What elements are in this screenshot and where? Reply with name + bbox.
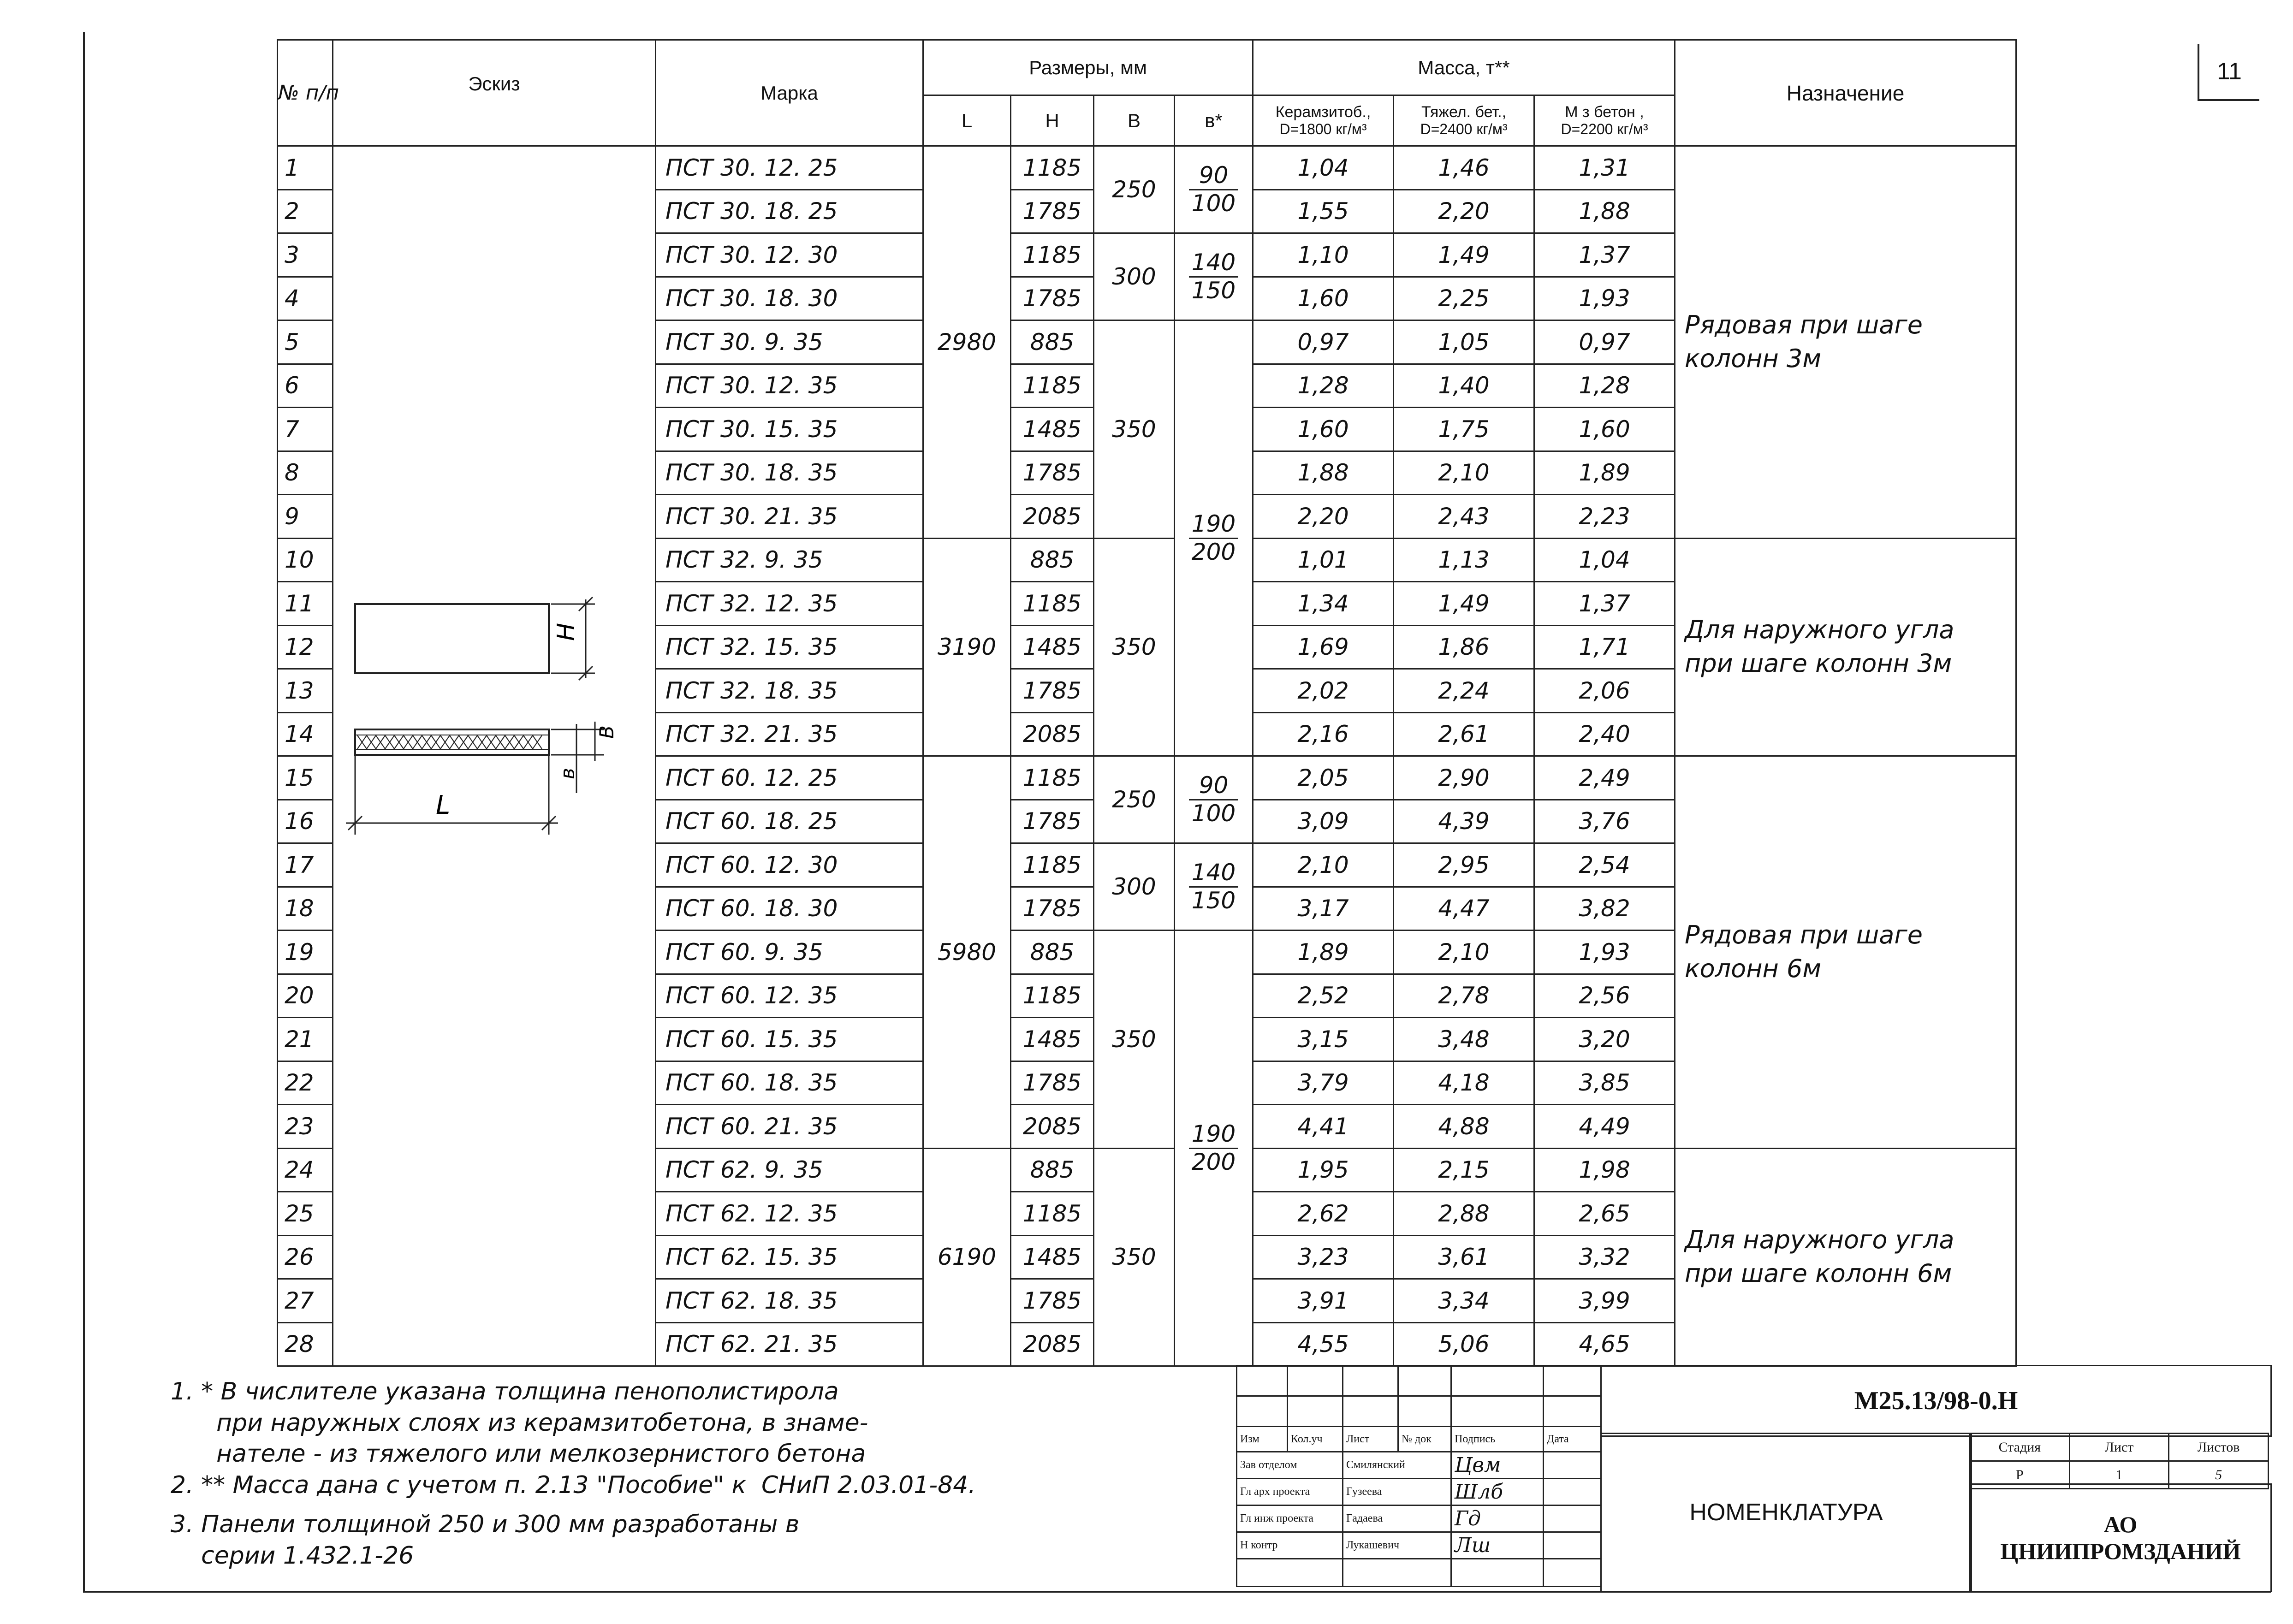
mass-col-name: Керамзитоб.,: [1275, 103, 1371, 121]
height-H: 885: [1011, 931, 1094, 974]
mass-keramzit: 3,17: [1253, 887, 1394, 931]
panel-mark: ПСТ 32. 18. 35: [656, 669, 923, 713]
mass-fine: 3,32: [1534, 1235, 1675, 1279]
height-H: 1485: [1011, 1235, 1094, 1279]
stamp-col-date: Дата: [1544, 1427, 1601, 1452]
thickness-B: 300: [1094, 843, 1175, 931]
stamp-role: Гл инж проекта: [1237, 1505, 1343, 1532]
height-H: 2085: [1011, 712, 1094, 756]
panel-front-view: [355, 604, 549, 673]
mass-keramzit: 1,60: [1253, 408, 1394, 451]
mass-fine: 2,56: [1534, 974, 1675, 1018]
signature-table: [1236, 1365, 1602, 1587]
height-H: 885: [1011, 538, 1094, 582]
mass-heavy: 1,05: [1394, 320, 1534, 364]
panel-mark: ПСТ 62. 9. 35: [656, 1148, 923, 1192]
col-header-sketch: Эскиз: [333, 40, 656, 146]
panel-sketch: [337, 595, 623, 853]
length-L: 6190: [923, 1148, 1011, 1366]
fraction-denominator: 150: [1191, 277, 1236, 304]
height-H: 1185: [1011, 364, 1094, 408]
fraction: [1189, 772, 1238, 827]
mass-keramzit: 4,41: [1253, 1105, 1394, 1149]
panel-mark: ПСТ 30. 18. 30: [656, 277, 923, 320]
fraction-numerator: 140: [1189, 859, 1238, 888]
mass-keramzit: 0,97: [1253, 320, 1394, 364]
height-H: 1185: [1011, 756, 1094, 800]
mass-heavy: 1,49: [1394, 582, 1534, 626]
stamp-role: Зав отделом: [1237, 1452, 1343, 1479]
length-L: 2980: [923, 146, 1011, 539]
mass-col-name: Тяжел. бет.,: [1421, 103, 1507, 121]
mass-heavy: 1,40: [1394, 364, 1534, 408]
mass-heavy: 3,61: [1394, 1235, 1534, 1279]
panel-mark: ПСТ 62. 15. 35: [656, 1235, 923, 1279]
mass-heavy: 3,48: [1394, 1018, 1534, 1061]
row-number: 20: [278, 974, 333, 1018]
height-H: 1485: [1011, 408, 1094, 451]
stamp-name: Гузеева: [1343, 1479, 1451, 1505]
thickness-B: 350: [1094, 1148, 1175, 1366]
mass-heavy: 2,90: [1394, 756, 1534, 800]
mass-heavy: 2,20: [1394, 190, 1534, 233]
fraction-numerator: 90: [1189, 162, 1238, 190]
dim-H-label: H: [552, 622, 580, 641]
thickness-B: 350: [1094, 931, 1175, 1149]
row-number: 7: [278, 408, 333, 451]
mass-heavy: 2,61: [1394, 712, 1534, 756]
mass-keramzit: 3,15: [1253, 1018, 1394, 1061]
fraction: [1189, 162, 1238, 217]
stamp-name: Гадаева: [1343, 1505, 1451, 1532]
mass-keramzit: 2,20: [1253, 495, 1394, 539]
org-line: ЦНИИПРОМЗДАНИЙ: [2000, 1538, 2241, 1564]
mass-fine: 0,97: [1534, 320, 1675, 364]
mass-fine: 1,04: [1534, 538, 1675, 582]
height-H: 1185: [1011, 974, 1094, 1018]
panel-mark: ПСТ 60. 9. 35: [656, 931, 923, 974]
fraction-denominator: 100: [1191, 800, 1236, 827]
row-number: 2: [278, 190, 333, 233]
note-line: 2. ** Масса дана с учетом п. 2.13 "Пособие" к СНиП 2.03.01-84.: [171, 1471, 976, 1499]
thickness-B: 300: [1094, 233, 1175, 320]
stamp-role: Н контр: [1237, 1532, 1343, 1559]
panel-mark: ПСТ 30. 12. 25: [656, 146, 923, 190]
stamp-col-kolu: Кол.уч: [1288, 1427, 1343, 1452]
dim-L-label: L: [436, 790, 451, 820]
insulation-b: [1175, 931, 1253, 1366]
mass-keramzit: 1,04: [1253, 146, 1394, 190]
height-H: 2085: [1011, 495, 1094, 539]
height-H: 885: [1011, 1148, 1094, 1192]
row-number: 12: [278, 625, 333, 669]
mass-keramzit: 1,60: [1253, 277, 1394, 320]
mass-heavy: 2,43: [1394, 495, 1534, 539]
height-H: 1185: [1011, 582, 1094, 626]
mass-heavy: 4,39: [1394, 800, 1534, 843]
stage-label: Стадия: [1970, 1434, 2070, 1461]
panel-mark: ПСТ 60. 15. 35: [656, 1018, 923, 1061]
mass-heavy: 2,25: [1394, 277, 1534, 320]
mass-fine: 2,06: [1534, 669, 1675, 713]
mass-heavy: 5,06: [1394, 1322, 1534, 1366]
col-header-no: № п/п: [278, 40, 333, 146]
mass-heavy: 2,10: [1394, 931, 1534, 974]
thickness-B: 350: [1094, 320, 1175, 539]
panel-section-view: [355, 729, 549, 755]
mass-fine: 3,82: [1534, 887, 1675, 931]
stamp-col-sign: Подпись: [1451, 1427, 1544, 1452]
mass-heavy: 4,47: [1394, 887, 1534, 931]
mass-heavy: 2,15: [1394, 1148, 1534, 1192]
mass-fine: 2,54: [1534, 843, 1675, 887]
panel-mark: ПСТ 30. 9. 35: [656, 320, 923, 364]
note-line: нателе - из тяжелого или мелкозернистого бетона: [171, 1440, 866, 1468]
height-H: 1785: [1011, 669, 1094, 713]
col-header-mass-fine: [1534, 95, 1675, 146]
panel-mark: ПСТ 60. 18. 25: [656, 800, 923, 843]
height-H: 885: [1011, 320, 1094, 364]
stamp-signature: Шлб: [1451, 1479, 1544, 1505]
height-H: 1785: [1011, 1061, 1094, 1105]
mass-keramzit: 1,95: [1253, 1148, 1394, 1192]
document-number: М25.13/98-0.Н: [1600, 1365, 2272, 1437]
insulation-b: [1175, 320, 1253, 756]
fraction: [1189, 1121, 1238, 1175]
mass-fine: 1,28: [1534, 364, 1675, 408]
fraction-numerator: 140: [1189, 249, 1238, 278]
height-H: 1785: [1011, 800, 1094, 843]
stage-value: Р: [1970, 1461, 2070, 1489]
mass-fine: 1,98: [1534, 1148, 1675, 1192]
panel-mark: ПСТ 62. 18. 35: [656, 1279, 923, 1323]
fraction-numerator: 90: [1189, 772, 1238, 800]
mass-keramzit: 3,23: [1253, 1235, 1394, 1279]
panel-mark: ПСТ 30. 21. 35: [656, 495, 923, 539]
panel-mark: ПСТ 30. 12. 35: [656, 364, 923, 408]
mass-fine: 4,65: [1534, 1322, 1675, 1366]
row-number: 16: [278, 800, 333, 843]
col-header-b: в*: [1175, 95, 1253, 146]
fraction-denominator: 200: [1191, 1148, 1236, 1175]
col-header-B: B: [1094, 95, 1175, 146]
stamp-col-izm: Изм: [1237, 1427, 1288, 1452]
panel-mark: ПСТ 60. 21. 35: [656, 1105, 923, 1149]
fraction-numerator: 190: [1189, 511, 1238, 539]
note-line: при наружных слоях из керамзитобетона, в знаме-: [171, 1409, 868, 1437]
sheets-value: 5: [2169, 1461, 2269, 1489]
row-number: 11: [278, 582, 333, 626]
row-number: 14: [278, 712, 333, 756]
mass-keramzit: 1,34: [1253, 582, 1394, 626]
row-number: 15: [278, 756, 333, 800]
mass-heavy: 3,34: [1394, 1279, 1534, 1323]
height-H: 1485: [1011, 625, 1094, 669]
mass-col-density: D=2400 кг/м³: [1420, 121, 1508, 138]
fraction-denominator: 150: [1191, 887, 1236, 914]
dim-B-label: B: [595, 725, 618, 739]
panel-mark: ПСТ 60. 12. 35: [656, 974, 923, 1018]
panel-mark: ПСТ 60. 18. 35: [656, 1061, 923, 1105]
mass-keramzit: 2,16: [1253, 712, 1394, 756]
insulation-b: [1175, 233, 1253, 320]
height-H: 2085: [1011, 1105, 1094, 1149]
mass-fine: 3,99: [1534, 1279, 1675, 1323]
height-H: 1785: [1011, 1279, 1094, 1323]
sheet-value: 1: [2069, 1461, 2169, 1489]
mass-fine: 2,23: [1534, 495, 1675, 539]
height-H: 1185: [1011, 1192, 1094, 1236]
fraction-denominator: 200: [1191, 538, 1236, 565]
organization: [1969, 1483, 2272, 1592]
col-header-purpose: Назначение: [1675, 40, 2016, 146]
mass-keramzit: 2,62: [1253, 1192, 1394, 1236]
fraction: [1189, 511, 1238, 565]
mass-fine: 1,89: [1534, 451, 1675, 495]
row-number: 8: [278, 451, 333, 495]
height-H: 1785: [1011, 887, 1094, 931]
panel-mark: ПСТ 60. 12. 25: [656, 756, 923, 800]
note-line: 1. * В числителе указана толщина пенополистирола: [171, 1378, 839, 1405]
row-number: 9: [278, 495, 333, 539]
purpose: Для наружного угла при шаге колонн 6м: [1675, 1148, 2016, 1366]
stamp-signature: Цвм: [1451, 1452, 1544, 1479]
mass-keramzit: 1,28: [1253, 364, 1394, 408]
note-line: 3. Панели толщиной 250 и 300 мм разработаны в: [171, 1511, 800, 1539]
row-number: 27: [278, 1279, 333, 1323]
mass-heavy: 1,13: [1394, 538, 1534, 582]
panel-mark: ПСТ 30. 15. 35: [656, 408, 923, 451]
height-H: 1185: [1011, 146, 1094, 190]
purpose: Рядовая при шаге колонн 3м: [1675, 146, 2016, 539]
thickness-B: 250: [1094, 146, 1175, 233]
mass-fine: 4,49: [1534, 1105, 1675, 1149]
mass-keramzit: 1,55: [1253, 190, 1394, 233]
mass-heavy: 1,49: [1394, 233, 1534, 277]
length-L: 5980: [923, 756, 1011, 1149]
row-number: 13: [278, 669, 333, 713]
stage-table: [1969, 1433, 2269, 1489]
mass-col-density: D=1800 кг/м³: [1279, 121, 1367, 138]
panel-mark: ПСТ 30. 12. 30: [656, 233, 923, 277]
row-number: 26: [278, 1235, 333, 1279]
row-number: 19: [278, 931, 333, 974]
mass-heavy: 2,10: [1394, 451, 1534, 495]
mass-keramzit: 4,55: [1253, 1322, 1394, 1366]
panel-mark: ПСТ 60. 18. 30: [656, 887, 923, 931]
insulation-b: [1175, 146, 1253, 233]
stamp-col-list: Лист: [1343, 1427, 1398, 1452]
mass-keramzit: 3,91: [1253, 1279, 1394, 1323]
fraction-denominator: 100: [1191, 190, 1236, 217]
mass-heavy: 2,78: [1394, 974, 1534, 1018]
row-number: 5: [278, 320, 333, 364]
mass-fine: 1,71: [1534, 625, 1675, 669]
row-number: 4: [278, 277, 333, 320]
row-number: 21: [278, 1018, 333, 1061]
mass-fine: 2,65: [1534, 1192, 1675, 1236]
col-header-dimensions: Размеры, мм: [923, 40, 1253, 95]
table-row: [278, 146, 2016, 190]
row-number: 1: [278, 146, 333, 190]
mass-col-density: D=2200 кг/м³: [1561, 121, 1648, 138]
mass-keramzit: 1,89: [1253, 931, 1394, 974]
purpose: Рядовая при шаге колонн 6м: [1675, 756, 2016, 1149]
mass-fine: 1,37: [1534, 233, 1675, 277]
col-header-mark: Марка: [656, 40, 923, 146]
height-H: 1785: [1011, 451, 1094, 495]
panel-mark: ПСТ 32. 15. 35: [656, 625, 923, 669]
row-number: 3: [278, 233, 333, 277]
insulation-b: [1175, 843, 1253, 931]
mass-keramzit: 1,01: [1253, 538, 1394, 582]
stamp-signature: Гд: [1451, 1505, 1544, 1532]
mass-heavy: 2,24: [1394, 669, 1534, 713]
mass-heavy: 2,95: [1394, 843, 1534, 887]
mass-fine: 1,37: [1534, 582, 1675, 626]
mass-heavy: 1,86: [1394, 625, 1534, 669]
stamp-col-doc: № док: [1398, 1427, 1451, 1452]
stamp-role: Гл арх проекта: [1237, 1479, 1343, 1505]
mass-keramzit: 1,69: [1253, 625, 1394, 669]
col-header-mass: Масса, т**: [1253, 40, 1675, 95]
mass-keramzit: 2,02: [1253, 669, 1394, 713]
panel-mark: ПСТ 60. 12. 30: [656, 843, 923, 887]
page-number: 11: [2198, 44, 2259, 101]
dim-b-label: в: [556, 768, 579, 779]
sheet-label: Лист: [2069, 1434, 2169, 1461]
mass-keramzit: 3,79: [1253, 1061, 1394, 1105]
panel-mark: ПСТ 62. 21. 35: [656, 1322, 923, 1366]
row-number: 25: [278, 1192, 333, 1236]
row-number: 6: [278, 364, 333, 408]
stamp-name: Смилянский: [1343, 1452, 1451, 1479]
height-H: 1785: [1011, 277, 1094, 320]
stamp-signature: Лш: [1451, 1532, 1544, 1559]
mass-fine: 1,93: [1534, 277, 1675, 320]
mass-heavy: 1,46: [1394, 146, 1534, 190]
mass-heavy: 1,75: [1394, 408, 1534, 451]
mass-fine: 1,93: [1534, 931, 1675, 974]
row-number: 28: [278, 1322, 333, 1366]
mass-fine: 1,31: [1534, 146, 1675, 190]
sheets-label: Листов: [2169, 1434, 2269, 1461]
mass-fine: 1,88: [1534, 190, 1675, 233]
mass-keramzit: 1,10: [1253, 233, 1394, 277]
mass-fine: 2,49: [1534, 756, 1675, 800]
mass-fine: 3,76: [1534, 800, 1675, 843]
fraction-numerator: 190: [1189, 1121, 1238, 1149]
row-number: 18: [278, 887, 333, 931]
thickness-B: 250: [1094, 756, 1175, 843]
row-number: 22: [278, 1061, 333, 1105]
fraction: [1189, 249, 1238, 304]
panel-mark: ПСТ 62. 12. 35: [656, 1192, 923, 1236]
mass-heavy: 2,88: [1394, 1192, 1534, 1236]
mass-heavy: 4,88: [1394, 1105, 1534, 1149]
panel-mark: ПСТ 30. 18. 35: [656, 451, 923, 495]
mass-fine: 3,20: [1534, 1018, 1675, 1061]
length-L: 3190: [923, 538, 1011, 756]
mass-keramzit: 2,52: [1253, 974, 1394, 1018]
row-number: 17: [278, 843, 333, 887]
panel-mark: ПСТ 32. 9. 35: [656, 538, 923, 582]
mass-keramzit: 3,09: [1253, 800, 1394, 843]
mass-keramzit: 1,88: [1253, 451, 1394, 495]
row-number: 10: [278, 538, 333, 582]
col-header-mass-heavy: [1394, 95, 1534, 146]
fraction: [1189, 859, 1238, 914]
note-line: серии 1.432.1-26: [171, 1541, 414, 1570]
sheet-title: НОМЕНКЛАТУРА: [1600, 1433, 1972, 1592]
mass-keramzit: 2,05: [1253, 756, 1394, 800]
mass-fine: 3,85: [1534, 1061, 1675, 1105]
col-header-L: L: [923, 95, 1011, 146]
mass-fine: 2,40: [1534, 712, 1675, 756]
org-line: АО: [2103, 1511, 2138, 1537]
mass-col-name: М з бетон ,: [1565, 103, 1644, 121]
thickness-B: 350: [1094, 538, 1175, 756]
mass-keramzit: 2,10: [1253, 843, 1394, 887]
stamp-name: Лукашевич: [1343, 1532, 1451, 1559]
height-H: 2085: [1011, 1322, 1094, 1366]
panel-mark: ПСТ 32. 12. 35: [656, 582, 923, 626]
panel-mark: ПСТ 32. 21. 35: [656, 712, 923, 756]
mass-fine: 1,60: [1534, 408, 1675, 451]
height-H: 1785: [1011, 190, 1094, 233]
row-number: 24: [278, 1148, 333, 1192]
mass-heavy: 4,18: [1394, 1061, 1534, 1105]
col-header-mass-keramzit: [1253, 95, 1394, 146]
col-header-H: H: [1011, 95, 1094, 146]
footnotes: [171, 1376, 1231, 1572]
height-H: 1485: [1011, 1018, 1094, 1061]
insulation-b: [1175, 756, 1253, 843]
height-H: 1185: [1011, 233, 1094, 277]
title-block: [1236, 1365, 2269, 1591]
row-number: 23: [278, 1105, 333, 1149]
panel-mark: ПСТ 30. 18. 25: [656, 190, 923, 233]
height-H: 1185: [1011, 843, 1094, 887]
purpose: Для наружного угла при шаге колонн 3м: [1675, 538, 2016, 756]
